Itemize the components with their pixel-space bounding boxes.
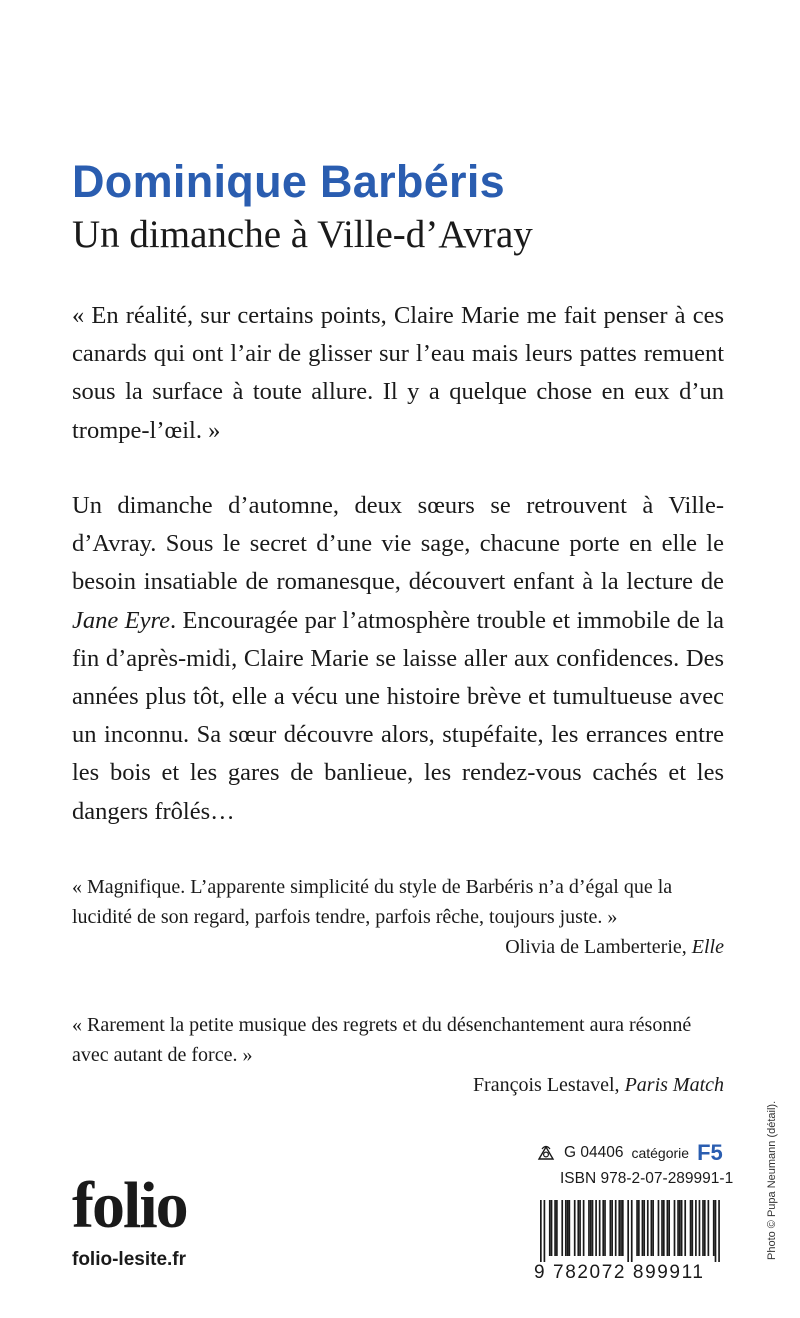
review-quote: « Rarement la petite musique des regrets et du désenchantement aura résonné avec autant de force. » <box>72 1014 692 1066</box>
barcode-bar <box>695 1200 697 1256</box>
critic-name: Olivia de Lamberterie, <box>505 936 692 958</box>
review-attribution <box>72 932 724 962</box>
barcode-bar <box>627 1200 629 1262</box>
barcode-bar <box>663 1200 665 1256</box>
barcode-bar <box>540 1200 542 1262</box>
barcode-bar <box>620 1200 622 1256</box>
barcode-bar <box>592 1200 594 1256</box>
barcode-bar <box>567 1200 569 1256</box>
barcode-bar <box>551 1200 553 1256</box>
barcode-bar <box>713 1200 715 1256</box>
barcode-bar <box>565 1200 567 1256</box>
excerpt-quote: « En réalité, sur certains points, Claire Marie me fait penser à ces canards qui ont l’air de glisser sur l’eau mais leurs pattes remuent sous la surface à toute allure. Il y a quelque chose en eux d’un trompe-l’œil. » <box>72 302 724 444</box>
catalog-code: G 04406 <box>564 1144 624 1161</box>
barcode-bar <box>544 1200 546 1262</box>
barcode-bar <box>561 1200 563 1256</box>
catalog-info <box>536 1140 723 1166</box>
isbn: ISBN 978-2-07-289991-1 <box>560 1170 734 1187</box>
publication-name: Elle <box>691 936 724 958</box>
barcode-bar <box>618 1200 620 1256</box>
barcode-bar <box>583 1200 585 1256</box>
barcode-bar <box>579 1200 581 1256</box>
barcode-bar <box>638 1200 640 1256</box>
barcode-bar <box>690 1200 692 1256</box>
barcode-bar <box>631 1200 633 1262</box>
book-title: Un dimanche à Ville-d’Avray <box>72 213 533 256</box>
barcode-bar <box>622 1200 624 1256</box>
barcode-bar <box>588 1200 590 1256</box>
barcode-bar <box>643 1200 645 1256</box>
gallimard-emblem-icon <box>536 1143 556 1163</box>
barcode-bar <box>652 1200 654 1256</box>
barcode-bar <box>569 1200 571 1256</box>
barcode-bar <box>702 1200 704 1256</box>
book-summary <box>72 487 724 831</box>
barcode-bar <box>667 1200 669 1256</box>
barcode-digits: 9 782072 899911 <box>534 1262 705 1283</box>
publisher-website: folio-lesite.fr <box>72 1249 187 1270</box>
barcode-bar <box>602 1200 604 1256</box>
photo-credit: Photo © Pupa Neumann (détail). <box>766 1100 778 1260</box>
review-quote: « Magnifique. L’apparente simplicité du style de Barbéris n’a d’égal que la lucidité de son regard, parfois tendre, parfois rêche, toujours juste. » <box>72 876 673 928</box>
folio-logo: folio <box>72 1169 187 1242</box>
critic-name: François Lestavel, <box>472 1074 625 1096</box>
barcode-bar <box>699 1200 701 1256</box>
barcode-bar <box>574 1200 576 1256</box>
barcode-bar <box>658 1200 660 1256</box>
barcode-bar <box>642 1200 644 1256</box>
barcode-bar <box>647 1200 649 1256</box>
barcode-bar <box>681 1200 683 1256</box>
barcode-bar <box>674 1200 676 1256</box>
barcode-bar <box>636 1200 638 1256</box>
barcode-bar <box>615 1200 617 1256</box>
barcode-bar <box>691 1200 693 1256</box>
review-attribution <box>72 1070 724 1100</box>
barcode-bar <box>684 1200 686 1256</box>
summary-text-start: Un dimanche d’automne, deux sœurs se retrouvent à Ville-d’Avray. Sous le secret d’une vie sage, chacune porte en elle le besoin insatiable de romanesque, découvert enfant à la lecture de <box>72 492 724 596</box>
barcode-bar <box>708 1200 710 1256</box>
author-name: Dominique Barbéris <box>72 156 505 207</box>
barcode-bar <box>604 1200 606 1256</box>
barcode-bar <box>577 1200 579 1256</box>
barcode-bar <box>595 1200 597 1256</box>
barcode-bar <box>677 1200 679 1256</box>
barcode-bar <box>668 1200 670 1256</box>
barcode-bar <box>718 1200 720 1262</box>
barcode-bar <box>651 1200 653 1256</box>
cited-book-title: Jane Eyre <box>72 606 170 634</box>
barcode-bar <box>556 1200 558 1256</box>
barcode-bar <box>704 1200 706 1256</box>
barcode-bar <box>611 1200 613 1256</box>
barcode-bar <box>679 1200 681 1256</box>
barcode-bar <box>661 1200 663 1256</box>
barcode-bar <box>554 1200 556 1256</box>
publication-name: Paris Match <box>624 1074 724 1096</box>
barcode <box>540 1200 720 1262</box>
barcode-bar <box>715 1200 717 1262</box>
barcode-bar <box>590 1200 592 1256</box>
category-label: catégorie <box>631 1145 690 1161</box>
barcode-bar <box>610 1200 612 1256</box>
summary-text-end: . Encouragée par l’atmosphère trouble et immobile de la fin d’après-midi, Claire Marie se laisse aller aux confidences. Des années plus tôt, elle a vécu une histoire brève et tumultueuse avec un inconnu. Sa sœur découvre alors, stupéfaite, les errances entre les bois et les gares de banlieue, les rendez-vous cachés et les dangers frôlés… <box>72 606 724 825</box>
category-value: F5 <box>697 1140 723 1165</box>
review-elle <box>72 872 724 962</box>
review-paris-match <box>72 1010 724 1100</box>
barcode-bar <box>599 1200 601 1256</box>
barcode-bar <box>549 1200 551 1256</box>
